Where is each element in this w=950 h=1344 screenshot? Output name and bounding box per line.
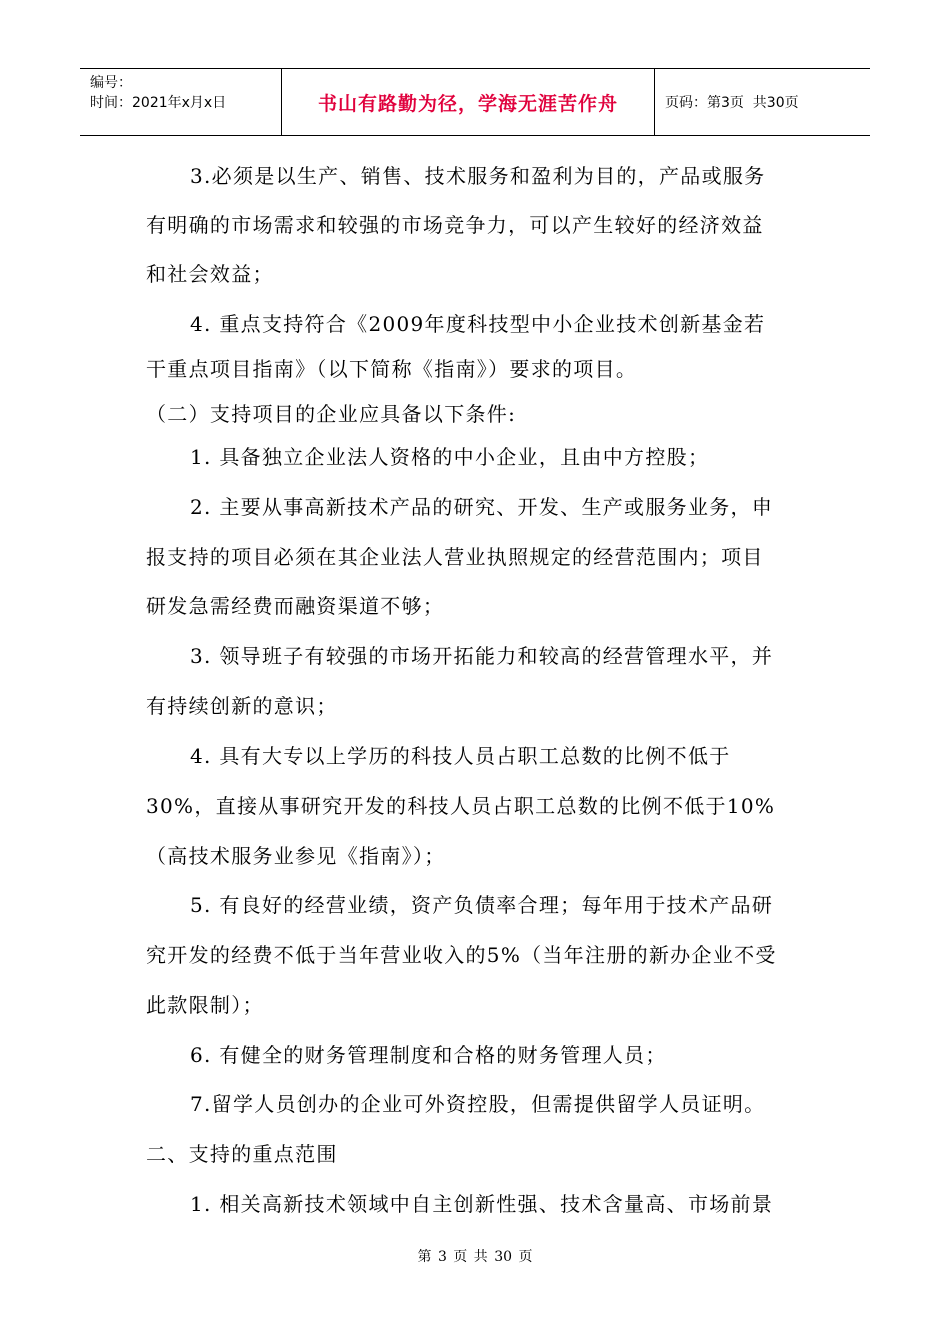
number-label: 编号：	[90, 75, 132, 91]
text-line: 此款限制）；	[146, 993, 264, 1017]
header-motto: 书山有路勤为径，学海无涯苦作舟	[282, 69, 655, 135]
text-line: 研发急需经费而融资渠道不够；	[146, 594, 445, 618]
text-line: 3. 领导班子有较强的市场开拓能力和较高的经营管理水平，并	[190, 644, 774, 668]
header-page-info: 页码：第3页 共30页	[665, 95, 799, 111]
page-footer: 第 3 页 共 30 页	[417, 1249, 533, 1265]
text-line: 6. 有健全的财务管理制度和合格的财务管理人员；	[190, 1043, 667, 1067]
text-line: 4. 具有大专以上学历的科技人员占职工总数的比例不低于	[190, 744, 731, 768]
page-header	[80, 68, 870, 136]
header-meta	[80, 69, 282, 135]
text-line: 和社会效益；	[146, 262, 274, 286]
date-label: 时间：2021年x月x日	[90, 95, 227, 111]
text-line: 有持续创新的意识；	[146, 694, 338, 718]
text-line: 7.留学人员创办的企业可外资控股，但需提供留学人员证明。	[190, 1092, 766, 1116]
text-line: （高技术服务业参见《指南》）；	[146, 844, 446, 868]
text-line: 1. 具备独立企业法人资格的中小企业，且由中方控股；	[190, 445, 710, 469]
text-line: 3.必须是以生产、销售、技术服务和盈利为目的，产品或服务	[190, 164, 766, 188]
text-line: 究开发的经费不低于当年营业收入的5%（当年注册的新办企业不受	[146, 943, 777, 967]
text-line: 2. 主要从事高新技术产品的研究、开发、生产或服务业务，申	[190, 495, 774, 519]
text-line: 有明确的市场需求和较强的市场竞争力，可以产生较好的经济效益	[146, 213, 764, 237]
text-line: 30%，直接从事研究开发的科技人员占职工总数的比例不低于10%	[146, 794, 776, 818]
text-line: 1. 相关高新技术领域中自主创新性强、技术含量高、市场前景	[190, 1192, 774, 1216]
text-line: 5. 有良好的经营业绩，资产负债率合理；每年用于技术产品研	[190, 893, 774, 917]
text-line: 干重点项目指南》（以下简称《指南》）要求的项目。	[146, 357, 638, 381]
text-line: 4. 重点支持符合《2009年度科技型中小企业技术创新基金若	[190, 312, 766, 336]
text-line: 二、支持的重点范围	[146, 1142, 338, 1166]
text-line: （二）支持项目的企业应具备以下条件:	[146, 402, 517, 426]
text-line: 报支持的项目必须在其企业法人营业执照规定的经营范围内；项目	[146, 545, 764, 569]
